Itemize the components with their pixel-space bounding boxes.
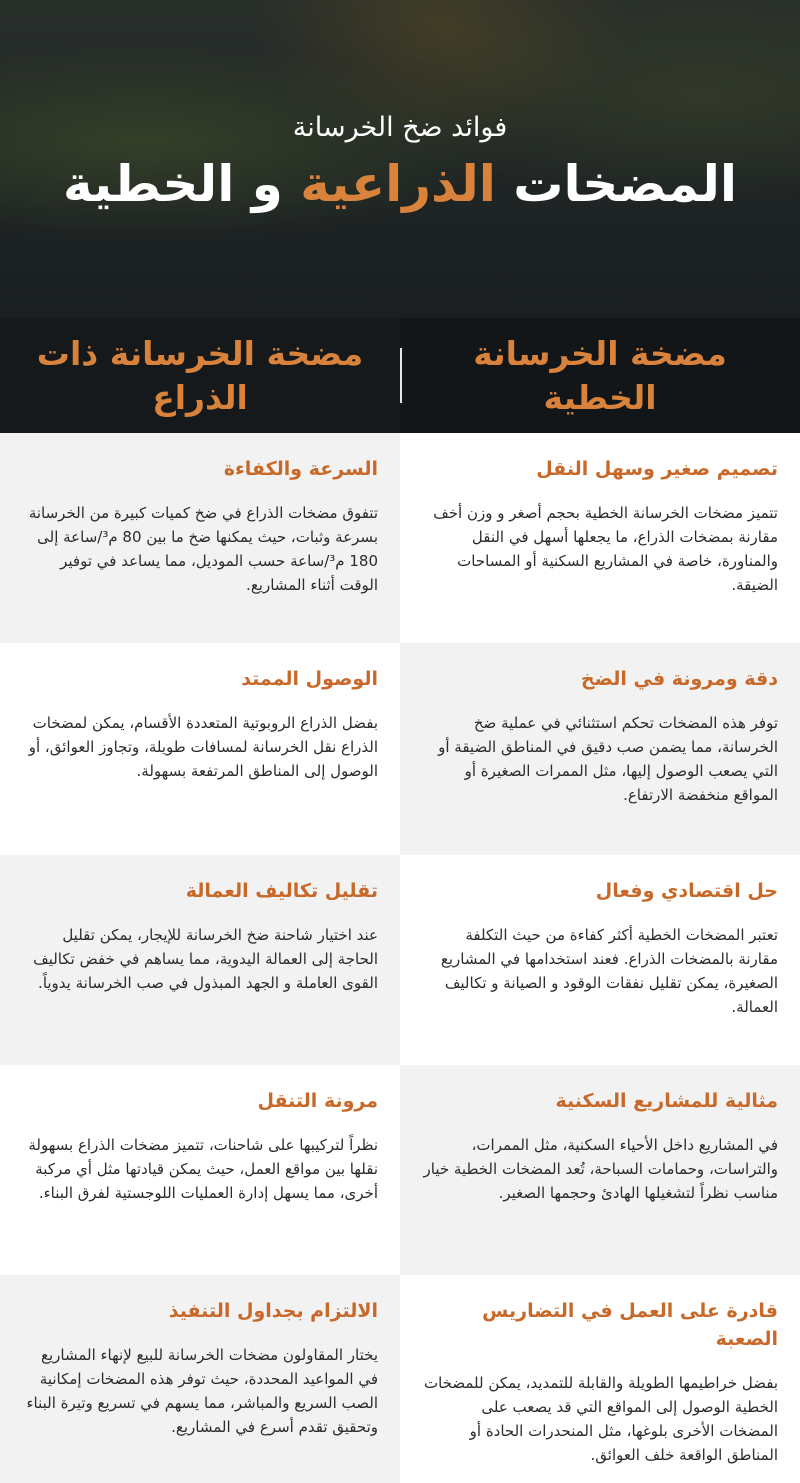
hero-banner bbox=[0, 0, 800, 318]
column-divider bbox=[400, 348, 402, 403]
line-pump-cell bbox=[400, 1065, 800, 1275]
comparison-row bbox=[0, 1065, 800, 1275]
line-pump-cell bbox=[400, 855, 800, 1065]
cell-title: الالتزام بجداول التنفيذ bbox=[168, 1300, 378, 1322]
cell-title: الوصول الممتد bbox=[241, 668, 378, 690]
hero-subtitle: فوائد ضخ الخرسانة bbox=[292, 112, 508, 143]
cell-body: عند اختيار شاحنة ضخ الخرسانة للإيجار، يمكن تقليل الحاجة إلى العمالة اليدوية، مما يساهم في خفض تكاليف القوى العاملة و الجهد المبذول في صب الخرسانة يدوياً. bbox=[33, 926, 378, 992]
cell-body: في المشاريع داخل الأحياء السكنية، مثل الممرات، والتراسات، وحمامات السباحة، تُعد المضخات الخطية خيار مناسب نظراً لتشغيلها الهادئ وحجمها الصغير. bbox=[423, 1136, 778, 1202]
cell-title: مثالية للمشاريع السكنية bbox=[555, 1090, 778, 1112]
cell-body: نظراً لتركيبها على شاحنات، تتميز مضخات الذراع بسهولة نقلها بين مواقع العمل، حيث يمكن قيادتها مثل أي مركبة أخرى، مما يسهل إدارة العمليات اللوجستية لفرق البناء. bbox=[28, 1136, 378, 1202]
hero-title bbox=[0, 152, 800, 216]
cell-body: تعتبر المضخات الخطية أكثر كفاءة من حيث التكلفة مقارنة بالمضخات الذراع. فعند استخدامها في المشاريع الصغيرة، يمكن تقليل نفقات الوقود و الصيانة و تكاليف العمالة. bbox=[440, 926, 778, 1016]
cell-title: دقة ومرونة في الضخ bbox=[580, 668, 778, 690]
line-pump-cell bbox=[400, 643, 800, 855]
boom-pump-cell bbox=[0, 643, 400, 855]
cell-body: تتفوق مضخات الذراع في ضخ كميات كبيرة من الخرسانة بسرعة وثبات، حيث يمكنها ضخ ما بين 80 م³/ساعة إلى 180 م³/ساعة حسب الموديل، مما يساعد في توفير الوقت أثناء المشاريع. bbox=[28, 504, 378, 594]
comparison-row bbox=[0, 433, 800, 643]
line-pump-cell bbox=[400, 433, 800, 643]
hero-title-part2: و الخطية bbox=[62, 155, 283, 213]
cell-body: بفضل الذراع الروبوتية المتعددة الأقسام، يمكن لمضخات الذراع نقل الخرسانة لمسافات طويلة، وتجاوز العوائق، أو الوصول إلى المناطق المرتفعة بسهولة. bbox=[28, 714, 378, 780]
cell-title: حل اقتصادي وفعال bbox=[595, 880, 778, 902]
comparison-row bbox=[0, 643, 800, 855]
cell-title: قادرة على العمل في التضاريس الصعبة bbox=[482, 1300, 778, 1350]
cell-title: تصميم صغير وسهل النقل bbox=[536, 458, 778, 480]
cell-body: يختار المقاولون مضخات الخرسانة للبيع لإنهاء المشاريع في المواعيد المحددة، حيث توفر هذه المضخات إمكانية الصب السريع والمباشر، مما يسهم في تسريع وتيرة البناء وتحقيق تقدم أسرع في المشاريع. bbox=[26, 1346, 378, 1436]
boom-pump-cell bbox=[0, 855, 400, 1065]
column-header-boom-pump: مضخة الخرسانة ذات الذراع bbox=[36, 333, 364, 417]
comparison-grid bbox=[0, 433, 800, 1483]
cell-body: تتميز مضخات الخرسانة الخطية بحجم أصغر و وزن أخف مقارنة بمضخات الذراع، ما يجعلها أسهل في النقل والمناورة، خاصة في المشاريع السكنية أو المساحات الضيقة. bbox=[433, 504, 778, 594]
cell-title: السرعة والكفاءة bbox=[223, 458, 378, 480]
boom-pump-cell bbox=[0, 433, 400, 643]
boom-pump-cell bbox=[0, 1275, 400, 1483]
hero-title-accent: الذراعية bbox=[300, 155, 496, 213]
comparison-row bbox=[0, 1275, 800, 1483]
cell-body: توفر هذه المضخات تحكم استثنائي في عملية ضخ الخرسانة، مما يضمن صب دقيق في المناطق الضيقة أو التي يصعب الوصول إليها، مثل الممرات الصغيرة أو المواقع منخفضة الارتفاع. bbox=[438, 714, 778, 804]
cell-title: تقليل تكاليف العمالة bbox=[185, 880, 378, 902]
boom-pump-cell bbox=[0, 1065, 400, 1275]
cell-title: مرونة التنقل bbox=[257, 1090, 378, 1112]
column-header-line-pump: مضخة الخرسانة الخطية bbox=[400, 318, 800, 433]
comparison-row bbox=[0, 855, 800, 1065]
cell-body: بفضل خراطيمها الطويلة والقابلة للتمديد، يمكن للمضخات الخطية الوصول إلى المواقع التي قد يصعب على المضخات الأخرى بلوغها، مثل المنحدرات الحادة أو المناطق الواقعة خلف العوائق. bbox=[423, 1374, 778, 1464]
line-pump-cell bbox=[400, 1275, 800, 1483]
hero-title-part1: المضخات bbox=[513, 155, 738, 213]
columns-header bbox=[0, 318, 800, 433]
